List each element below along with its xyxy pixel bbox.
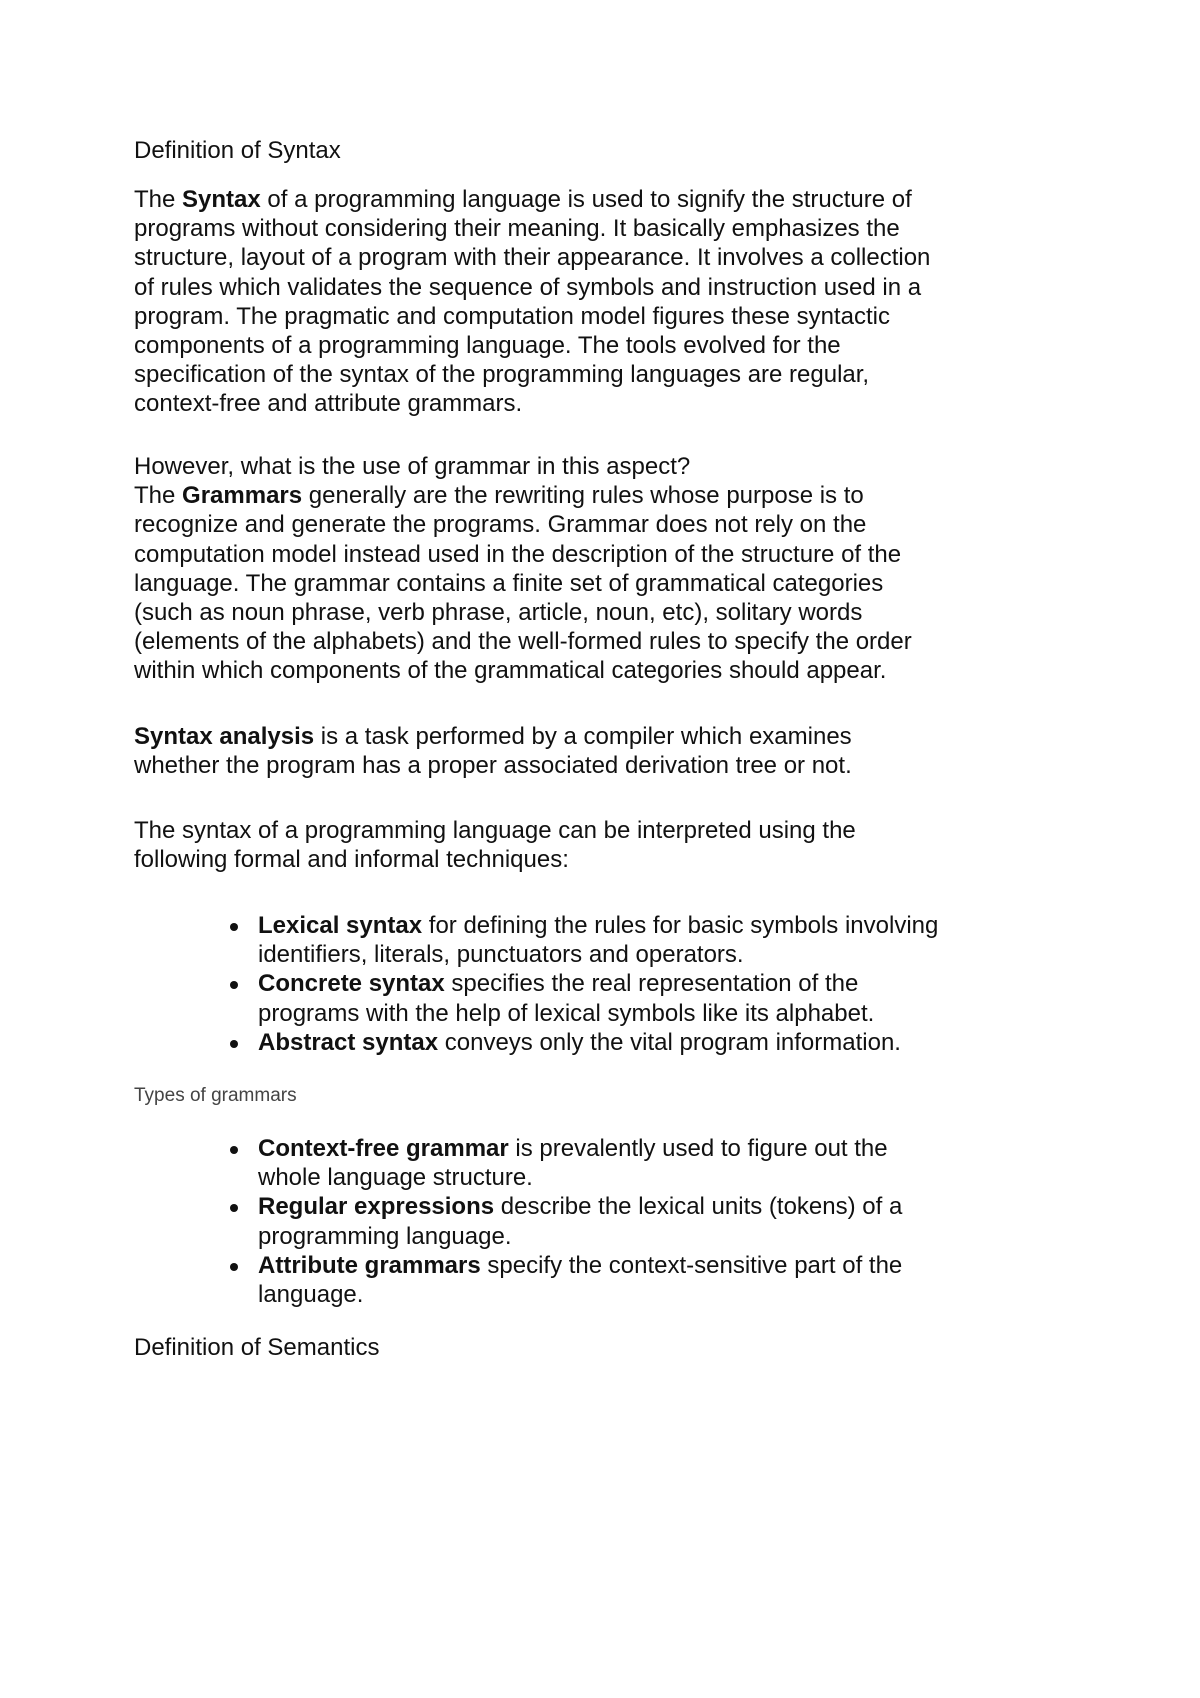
text-line — [134, 540, 912, 569]
list-item — [230, 1192, 902, 1250]
text-run: programming language. — [258, 1222, 512, 1250]
text-run: structure, layout of a program with their appearance. It involves a collection — [134, 244, 931, 272]
bullet-icon — [230, 1263, 238, 1271]
text-run: specification of the syntax of the programming languages are regular, — [134, 361, 870, 389]
text-line — [134, 481, 912, 510]
text-line — [134, 598, 912, 627]
text-run: context-free and attribute grammars. — [134, 390, 523, 418]
text-run: programs with the help of lexical symbols like its alphabet. — [258, 999, 875, 1027]
text-run: (such as noun phrase, verb phrase, article, noun, etc), solitary words — [134, 598, 863, 626]
text-run: of rules which validates the sequence of symbols and instruction used in a — [134, 273, 922, 301]
text-run: of a programming language is used to signify the structure of — [260, 186, 912, 213]
list-grammar-types — [230, 1134, 902, 1309]
text-run: is a task performed by a compiler which examines — [314, 723, 852, 750]
bold-term: Grammars — [182, 482, 303, 510]
text-line — [134, 1333, 379, 1362]
text-run: identifiers, literals, punctuators and operators. — [258, 941, 744, 969]
bold-term: Attribute grammars — [258, 1251, 481, 1279]
text-line — [134, 389, 930, 418]
text-run: language. The grammar contains a finite set of grammatical categories — [134, 569, 884, 597]
text-run: components of a programming language. The tools evolved for the — [134, 331, 841, 359]
text-line — [134, 214, 930, 243]
text-run: programs without considering their meaning. It basically emphasizes the — [134, 215, 900, 243]
text-line — [258, 911, 938, 940]
text-line — [258, 1192, 902, 1221]
text-run: for defining the rules for basic symbols involving — [422, 912, 939, 939]
bold-term: Syntax analysis — [134, 723, 315, 750]
text-line — [134, 1081, 297, 1110]
list-item — [230, 1134, 902, 1192]
text-run: language. — [258, 1280, 364, 1308]
text-run: conveys only the vital program information. — [438, 1028, 901, 1056]
text-line — [134, 136, 341, 165]
paragraph-syntax — [134, 185, 930, 419]
list-item — [230, 911, 938, 969]
bold-term: Syntax — [182, 186, 261, 213]
text-run: whole language structure. — [258, 1164, 533, 1192]
text-run: within which components of the grammatical categories should appear. — [134, 657, 887, 685]
bullet-icon — [230, 981, 238, 989]
text-line — [258, 1028, 938, 1057]
text-run: whether the program has a proper associated derivation tree or not. — [134, 752, 852, 780]
text-run: specify the context-sensitive part of the — [480, 1251, 903, 1279]
text-line — [134, 243, 930, 272]
text-run: However, what is the use of grammar in this aspect? — [134, 453, 691, 480]
text-run: The syntax of a programming language can be interpreted using the — [134, 817, 856, 844]
text-line — [258, 1280, 902, 1309]
list-item — [230, 1028, 938, 1057]
text-run: Definition of Syntax — [134, 137, 341, 164]
heading-definition-of-semantics — [134, 1333, 379, 1362]
text-line — [134, 360, 930, 389]
bullet-icon — [230, 1204, 238, 1212]
text-run: generally are the rewriting rules whose purpose is to — [302, 482, 864, 510]
text-line — [134, 816, 856, 845]
text-line — [258, 1134, 902, 1163]
text-line — [258, 1251, 902, 1280]
bullet-icon — [230, 1040, 238, 1048]
text-line — [134, 751, 852, 780]
text-line — [134, 627, 912, 656]
text-run: The — [134, 482, 183, 510]
text-line — [134, 452, 912, 481]
text-run: recognize and generate the programs. Grammar does not rely on the — [134, 511, 867, 539]
text-line — [258, 1163, 902, 1192]
text-line — [134, 331, 930, 360]
text-run: specifies the real representation of the — [444, 970, 859, 998]
bold-term: Regular expressions — [258, 1193, 495, 1221]
text-run: following formal and informal techniques: — [134, 846, 569, 874]
text-line — [134, 185, 930, 214]
paragraph-syntax-analysis — [134, 722, 852, 780]
text-line — [258, 940, 938, 969]
text-run: describe the lexical units (tokens) of a — [494, 1193, 903, 1221]
text-line — [134, 656, 912, 685]
text-line — [258, 999, 938, 1028]
list-syntax-techniques — [230, 911, 938, 1057]
text-line — [134, 273, 930, 302]
paragraph-grammars — [134, 452, 912, 686]
bold-term: Concrete syntax — [258, 970, 445, 998]
bullet-icon — [230, 1146, 238, 1154]
paragraph-techniques — [134, 816, 856, 874]
text-line — [134, 510, 912, 539]
heading-types-of-grammars — [134, 1081, 297, 1110]
heading-definition-of-syntax — [134, 136, 341, 165]
text-run: computation model instead used in the description of the structure of the — [134, 540, 902, 568]
text-run: Types of grammars — [134, 1085, 297, 1106]
text-line — [258, 1222, 902, 1251]
bullet-icon — [230, 923, 238, 931]
text-line — [134, 302, 930, 331]
bold-term: Context-free grammar — [258, 1135, 509, 1162]
text-run: Definition of Semantics — [134, 1334, 380, 1361]
text-run: is prevalently used to figure out the — [508, 1135, 888, 1162]
text-line — [134, 722, 852, 751]
bold-term: Abstract syntax — [258, 1028, 439, 1056]
bold-term: Lexical syntax — [258, 912, 423, 939]
text-run: program. The pragmatic and computation model figures these syntactic — [134, 302, 890, 330]
list-item — [230, 969, 938, 1027]
text-line — [134, 569, 912, 598]
list-item — [230, 1251, 902, 1309]
text-run: The — [134, 186, 183, 213]
text-line — [258, 969, 938, 998]
text-line — [134, 845, 856, 874]
text-run: (elements of the alphabets) and the well-formed rules to specify the order — [134, 628, 912, 656]
